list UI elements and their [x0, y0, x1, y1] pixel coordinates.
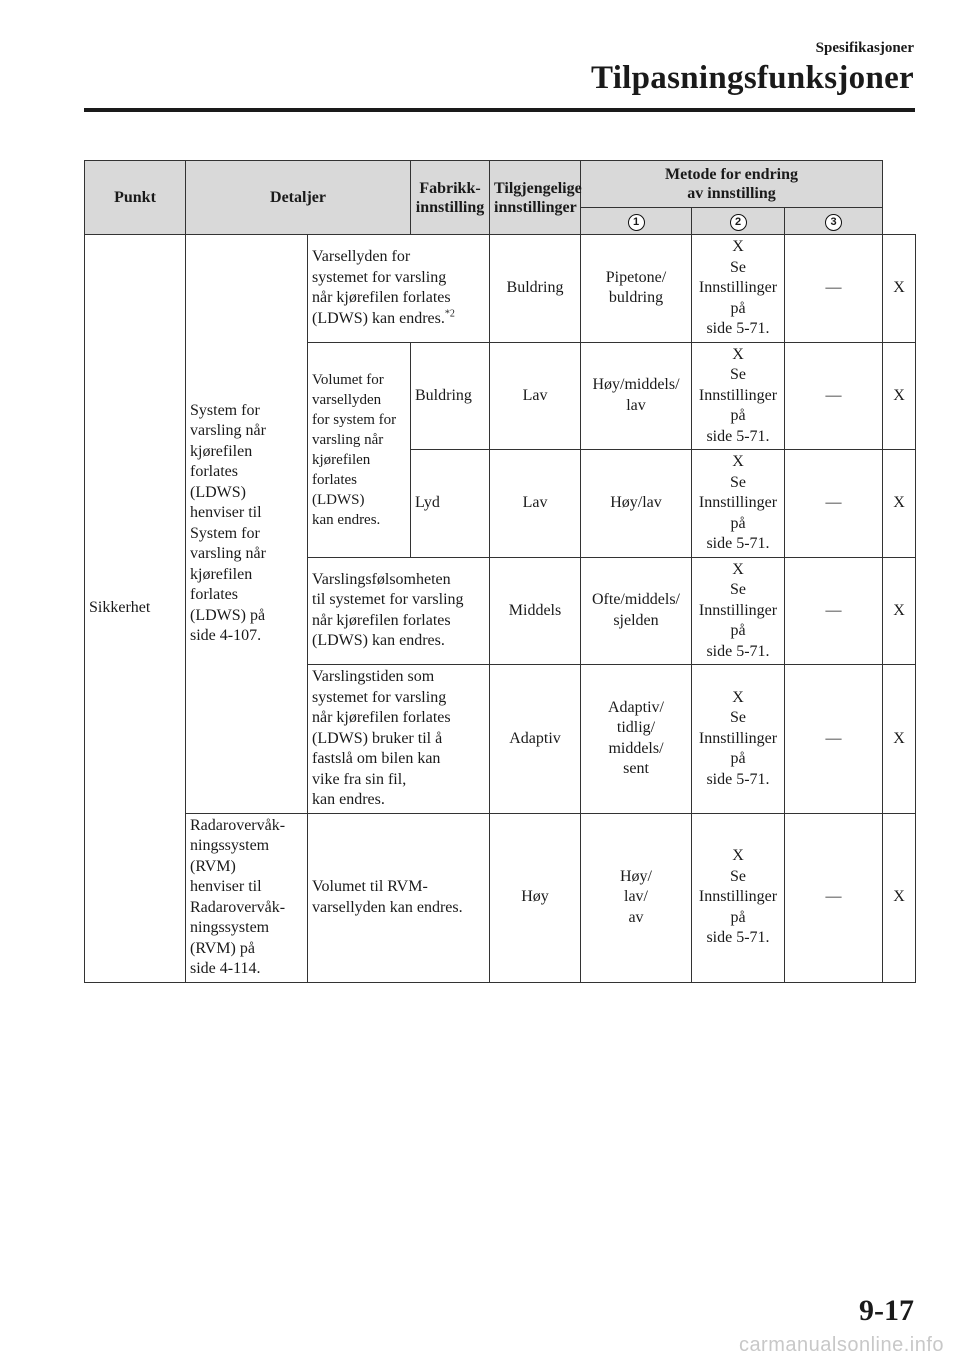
method-1-header: [581, 208, 692, 235]
factory-cell: Buldring: [490, 235, 581, 343]
settings-table: [84, 160, 916, 983]
circled-number-1-icon: 1: [628, 214, 645, 231]
method-2-cell: —: [785, 450, 883, 558]
detail-cell: Varslingsfølsomheten til systemet for varsling når kjørefilen forlates (LDWS) kan endres.: [308, 557, 490, 665]
method-3-cell: X: [883, 342, 916, 450]
detail-text: Varsellyden for systemet for varsling når kjørefilen forlates (LDWS) kan endres.: [312, 248, 451, 327]
method-1-cell: X Se Innstillinger på side 5-71.: [692, 557, 785, 665]
method-3-cell: X: [883, 665, 916, 814]
method-3-cell: X: [883, 813, 916, 982]
available-cell: Høy/ lav/ av: [581, 813, 692, 982]
rvm-item-cell: Radarovervåk- ningssystem (RVM) henviser til Radarovervåk- ningssystem (RVM) på side 4-114.: [186, 813, 308, 982]
factory-cell: Lav: [490, 450, 581, 558]
column-header-item: Punkt: [85, 161, 186, 235]
method-2-cell: —: [785, 557, 883, 665]
volume-group-cell: Volumet for varsellyden for system for varsling når kjørefilen forlates (LDWS) kan endres.: [308, 342, 411, 557]
header-divider: [84, 108, 915, 112]
detail-cell: Volumet til RVM- varsellyden kan endres.: [308, 813, 490, 982]
factory-cell: Adaptiv: [490, 665, 581, 814]
sub-detail-cell: Buldring: [411, 342, 490, 450]
table-row: [85, 235, 916, 343]
available-cell: Ofte/middels/ sjelden: [581, 557, 692, 665]
factory-cell: Middels: [490, 557, 581, 665]
page-number: 9-17: [859, 1294, 914, 1327]
watermark: carmanualsonline.info: [738, 1334, 944, 1356]
method-3-header: [785, 208, 883, 235]
method-1-cell: X Se Innstillinger på side 5-71.: [692, 665, 785, 814]
column-header-factory: Fabrikk- innstilling: [411, 161, 490, 235]
method-1-cell: X Se Innstillinger på side 5-71.: [692, 342, 785, 450]
available-cell: Høy/lav: [581, 450, 692, 558]
detail-cell: Varslingstiden som systemet for varsling når kjørefilen forlates (LDWS) bruker til å fastslå om bilen kan vike fra sin fil, kan endres.: [308, 665, 490, 814]
method-3-cell: X: [883, 235, 916, 343]
method-2-header: [692, 208, 785, 235]
method-2-cell: —: [785, 665, 883, 814]
method-1-cell: X Se Innstillinger på side 5-71.: [692, 235, 785, 343]
column-header-details: Detaljer: [186, 161, 411, 235]
column-header-method: Metode for endring av innstilling: [581, 161, 883, 208]
category-cell: Sikkerhet: [85, 235, 186, 983]
available-cell: Pipetone/ buldring: [581, 235, 692, 343]
page-title: Tilpasningsfunksjoner: [591, 60, 914, 96]
factory-cell: Høy: [490, 813, 581, 982]
available-cell: Adaptiv/ tidlig/ middels/ sent: [581, 665, 692, 814]
method-3-cell: X: [883, 450, 916, 558]
detail-cell: [308, 235, 490, 343]
method-2-cell: —: [785, 342, 883, 450]
table-row: [85, 813, 916, 982]
section-label: Spesifikasjoner: [815, 40, 914, 56]
method-1-cell: X Se Innstillinger på side 5-71.: [692, 813, 785, 982]
column-header-available: Tilgjengelige innstillinger: [490, 161, 581, 235]
circled-number-3-icon: 3: [825, 214, 842, 231]
footnote-mark: *2: [444, 308, 455, 320]
factory-cell: Lav: [490, 342, 581, 450]
available-cell: Høy/middels/ lav: [581, 342, 692, 450]
sub-detail-cell: Lyd: [411, 450, 490, 558]
method-3-cell: X: [883, 557, 916, 665]
ldws-group-cell: System for varsling når kjørefilen forlates (LDWS) henviser til System for varsling når kjørefilen forlates (LDWS) på side 4-107.: [186, 235, 308, 814]
method-1-cell: X Se Innstillinger på side 5-71.: [692, 450, 785, 558]
method-2-cell: —: [785, 813, 883, 982]
method-2-cell: —: [785, 235, 883, 343]
circled-number-2-icon: 2: [730, 214, 747, 231]
